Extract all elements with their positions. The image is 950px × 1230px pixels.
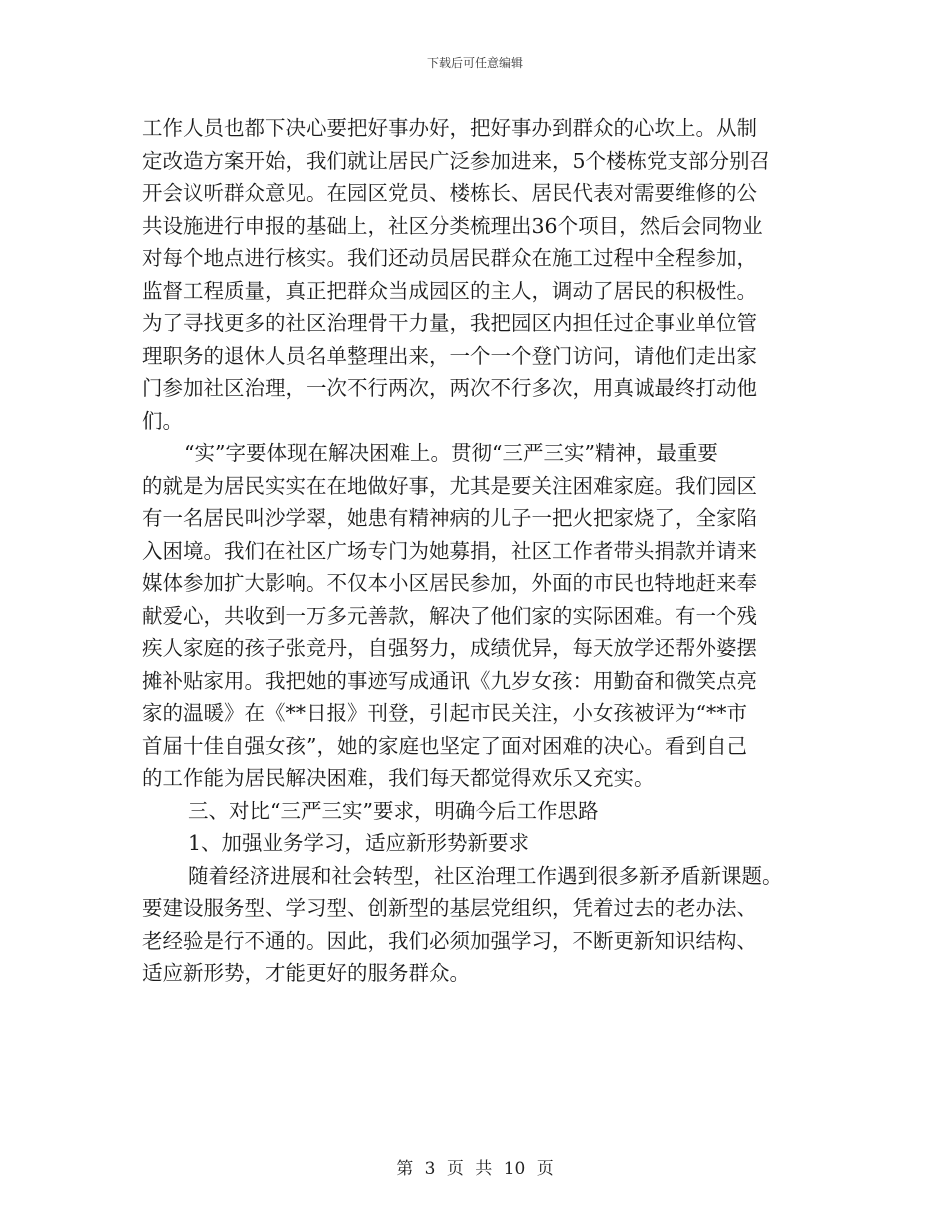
body-line: 要建设服务型、学习型、创新型的基层党组织，凭着过去的老办法、 [142,896,757,920]
body-line: 媒体参加扩大影响。不仅本小区居民参加，外面的市民也特地赶来奉 [142,571,757,595]
body-line: 监督工程质量，真正把群众当成园区的主人，调动了居民的积极性。 [142,278,757,303]
body-line: 疾人家庭的孩子张竞丹，自强努力，成绩优异，每天放学还帮外婆摆 [142,636,757,660]
section-heading: 三、对比“三严三实”要求，明确今后工作思路 [188,798,599,823]
subsection-heading: 1、加强业务学习，适应新形势新要求 [188,831,530,855]
body-line: 们。 [142,408,183,433]
body-line: 为了寻找更多的社区治理骨干力量，我把园区内担任过企事业单位管 [142,311,757,335]
body-line: 的就是为居民实实在在地做好事，尤其是要关注困难家庭。我们园区 [142,473,757,498]
document-body [142,112,817,990]
body-line: 定改造方案开始，我们就让居民广泛参加进来，5个楼栋党支部分别召 [142,148,771,173]
body-line: 有一名居民叫沙学翠，她患有精神病的儿子一把火把家烧了，全家陷 [142,506,757,530]
body-line: 首届十佳自强女孩”，她的家庭也坚定了面对困难的决心。看到自己 [142,733,747,758]
body-line: 的工作能为居民解决困难，我们每天都觉得欢乐又充实。 [142,766,655,790]
body-line: 共设施进行申报的基础上，社区分类梳理出36个项目，然后会同物业 [142,213,763,238]
body-line: 家的温暖》在《**日报》刊登，引起市民关注，小女孩被评为“**市 [142,701,747,725]
body-line: 开会议听群众意见。在园区党员、楼栋长、居民代表对需要维修的公 [142,181,757,205]
body-line: 老经验是行不通的。因此，我们必须加强学习，不断更新知识结构、 [142,928,757,953]
page-header-note: 下载后可任意编辑 [426,56,523,70]
body-line: 对每个地点进行核实。我们还动员居民群众在施工过程中全程参加， [142,246,757,270]
body-line: 摊补贴家用。我把她的事迹写成通讯《九岁女孩：用勤奋和微笑点亮 [142,668,757,693]
body-line: 工作人员也都下决心要把好事办好，把好事办到群众的心坎上。从制 [142,116,757,140]
body-line: 献爱心，共收到一万多元善款，解决了他们家的实际困难。有一个残 [142,603,757,628]
page-number-footer: 第 3 页 共 10 页 [396,1159,554,1179]
paragraph-start-line: 随着经济进展和社会转型，社区治理工作遇到很多新矛盾新课题。 [188,863,783,888]
body-line: 适应新形势，才能更好的服务群众。 [142,961,470,985]
body-line: 理职务的退休人员名单整理出来，一个一个登门访问，请他们走出家 [142,343,757,368]
paragraph-start-line: “实”字要体现在解决困难上。贯彻“三严三实”精神，最重要 [184,441,718,465]
body-line: 门参加社区治理，一次不行两次，两次不行多次，用真诚最终打动他 [142,376,757,400]
body-line: 入困境。我们在社区广场专门为她募捐，社区工作者带头捐款并请来 [142,538,757,563]
